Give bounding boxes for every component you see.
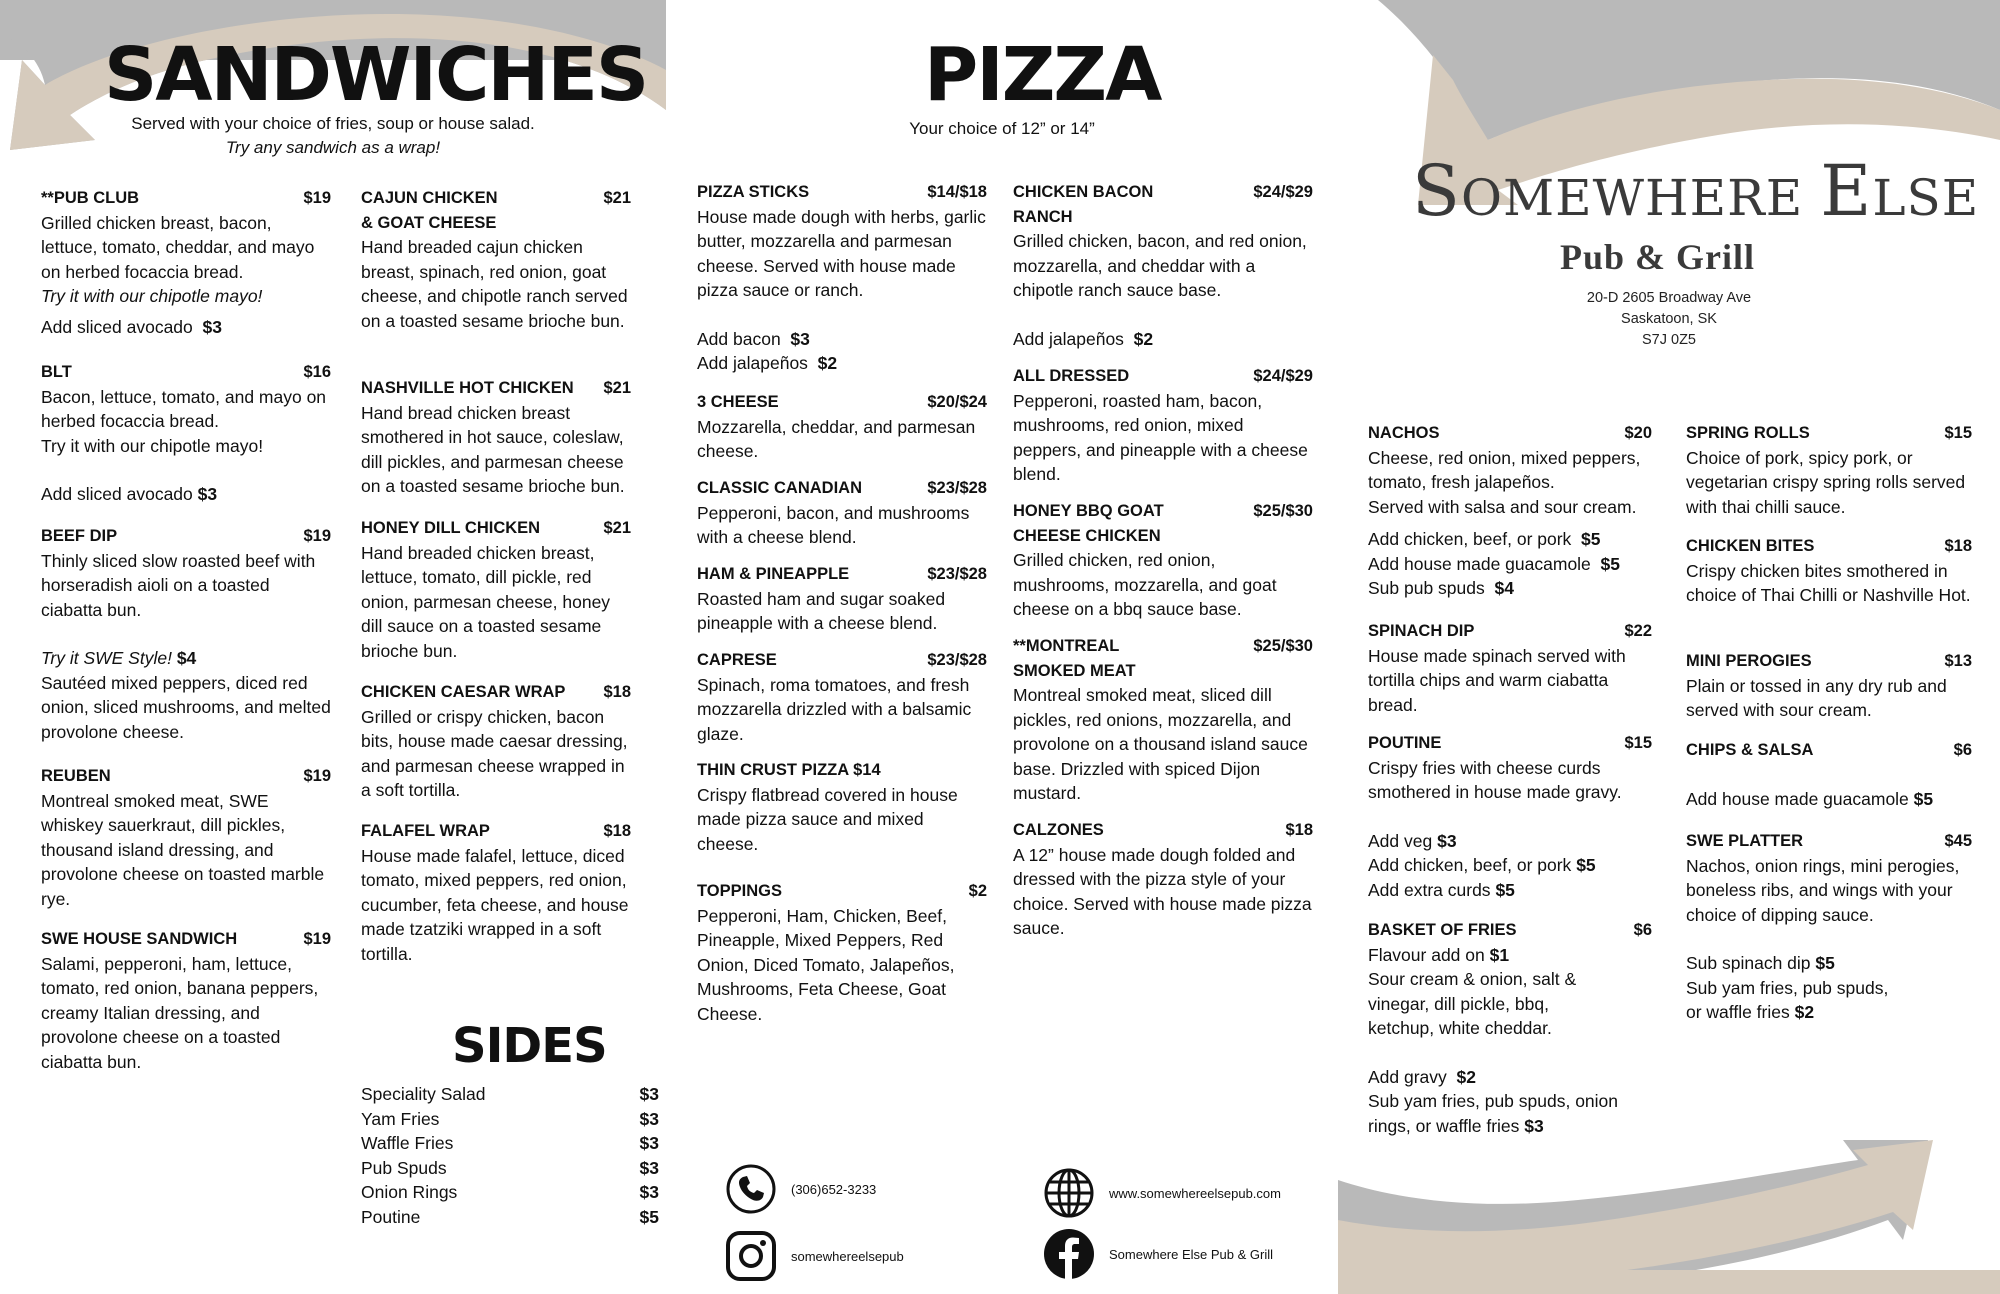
item-note: Try it with our chipotle mayo! — [41, 286, 263, 306]
menu-item — [1368, 619, 1652, 717]
item-name: **MONTREAL SMOKED MEAT — [1013, 637, 1136, 680]
item-addon: Add jalapeños $2 — [697, 353, 838, 373]
facebook-icon — [1043, 1228, 1095, 1280]
item-description: Montreal smoked meat, sliced dill pickles, red onions, mozzarella, and provolone on a thousand island sauce base. Drizzled with spiced Dijon mustard. — [1013, 685, 1308, 803]
item-description: A 12” house made dough folded and dressed with the pizza style of your choice. Served with house made pizza sauce. — [1013, 844, 1312, 938]
item-price: $19 — [303, 930, 331, 948]
item-name: CALZONES — [1013, 821, 1104, 839]
item-name: BASKET OF FRIES — [1368, 921, 1517, 939]
item-name: SWE PLATTER — [1686, 832, 1804, 850]
side-item: Onion Rings $3 — [361, 1182, 659, 1202]
instagram-handle: somewhereelsepub — [791, 1248, 904, 1264]
item-price: $25/$30 — [1253, 502, 1313, 520]
menu-item — [1368, 731, 1652, 902]
item-addon: Add chicken, beef, or pork $5 — [1368, 855, 1596, 875]
item-name: HAM & PINEAPPLE — [697, 565, 850, 583]
item-price: $18 — [603, 683, 631, 701]
sides-title: SIDES — [452, 1018, 607, 1074]
item-price: $21 — [603, 189, 631, 207]
menu-item — [1013, 364, 1313, 487]
menu-item — [41, 360, 331, 507]
item-name: THIN CRUST PIZZA $14 — [697, 761, 881, 779]
item-name: CHICKEN BACON RANCH — [1013, 183, 1154, 226]
item-price: $20/$24 — [927, 393, 987, 411]
item-name: HONEY DILL CHICKEN — [361, 519, 541, 537]
item-addon: Sub yam fries, pub spuds, onion rings, or waffle fries $3 — [1368, 1091, 1619, 1136]
item-description: Thinly sliced slow roasted beef with horseradish aioli on a toasted ciabatta bun. — [41, 550, 316, 620]
item-name: **PUB CLUB — [41, 189, 140, 207]
item-price: $6 — [1953, 741, 1972, 759]
item-name: CHICKEN CAESAR WRAP — [361, 683, 566, 701]
item-name: CHICKEN BITES — [1686, 537, 1815, 555]
menu-item — [697, 879, 987, 1026]
item-description-2: Served with salsa and sour cream. — [1368, 496, 1637, 517]
item-name: CLASSIC CANADIAN — [697, 479, 862, 497]
menu-item — [697, 476, 987, 550]
side-item: Poutine $5 — [361, 1206, 659, 1227]
item-price: $22 — [1624, 622, 1652, 640]
item-description: Nachos, onion rings, mini perogies, boneless ribs, and wings with your choice of dipping sauce. — [1686, 855, 1960, 925]
appetizers-panel — [1338, 0, 2000, 1294]
item-price: $15 — [1944, 424, 1972, 442]
side-item: Speciality Salad $3 — [361, 1084, 659, 1104]
item-description: Grilled chicken breast, bacon, lettuce, tomato, cheddar, and mayo on herbed focaccia bread. — [41, 212, 315, 282]
item-name: POUTINE — [1368, 734, 1442, 752]
menu-item — [41, 186, 331, 339]
item-description: Mozzarella, cheddar, and parmesan cheese. — [697, 416, 976, 461]
item-price: $14/$18 — [927, 183, 987, 201]
item-flavour: Flavour add on $1 — [1368, 944, 1510, 965]
menu-item — [1686, 649, 1972, 723]
globe-icon — [1043, 1167, 1095, 1219]
sandwiches-title: SANDWICHES — [104, 32, 648, 118]
sandwiches-panel — [0, 0, 666, 1294]
item-addon: Add house made guacamole $5 — [1686, 788, 1934, 809]
item-price: $23/$28 — [927, 565, 987, 583]
item-description: Cheese, red onion, mixed peppers, tomato, fresh jalapeños. — [1368, 447, 1641, 492]
item-price: $20 — [1624, 424, 1652, 442]
item-description: Bacon, lettuce, tomato, and mayo on herbed focaccia bread. — [41, 386, 327, 431]
item-price: $23/$28 — [927, 651, 987, 669]
item-description: Grilled chicken, bacon, and red onion, mozzarella, and cheddar with a chipotle ranch sauce base. — [1013, 231, 1307, 300]
item-note: Try it SWE Style! $4 — [41, 648, 197, 668]
item-price: $19 — [303, 527, 331, 545]
item-description: Roasted ham and sugar soaked pineapple with a cheese blend. — [697, 588, 946, 633]
menu-item — [697, 180, 987, 376]
item-price: $18 — [1285, 821, 1313, 839]
item-name: CHIPS & SALSA — [1686, 741, 1814, 759]
brand-logo: SOMEWHERE ELSE — [1412, 150, 1980, 232]
item-note-description: Sautéed mixed peppers, diced red onion, sliced mushrooms, and melted provolone cheese. — [41, 672, 331, 742]
item-price: $23/$28 — [927, 479, 987, 497]
item-description: Crispy fries with cheese curds smothered in house made gravy. — [1368, 757, 1622, 802]
item-name: BEEF DIP — [41, 527, 118, 545]
item-price: $25/$30 — [1253, 637, 1313, 655]
item-description: Sour cream & onion, salt & vinegar, dill pickle, bbq, ketchup, white cheddar. — [1368, 969, 1577, 1038]
instagram-icon — [725, 1230, 777, 1282]
item-addon: Add house made guacamole $5 — [1368, 553, 1620, 574]
menu-item — [1013, 499, 1313, 622]
menu-item — [1368, 421, 1652, 601]
item-description: Pepperoni, Ham, Chicken, Beef, Pineapple, Mixed Peppers, Red Onion, Diced Tomato, Jalapeños, Mushrooms, Feta Cheese, Goat Cheese. — [697, 905, 955, 1024]
menu-item — [697, 562, 987, 636]
side-item: Waffle Fries $3 — [361, 1133, 659, 1153]
item-name: BLT — [41, 363, 72, 381]
item-price: $24/$29 — [1253, 183, 1313, 201]
side-item: Yam Fries $3 — [361, 1108, 659, 1129]
item-description: Pepperoni, roasted ham, bacon, mushrooms, red onion, mixed peppers, and pineapple with a cheese blend. — [1013, 390, 1308, 484]
item-addon: Add gravy $2 — [1368, 1066, 1476, 1087]
website-contact[interactable] — [1043, 1167, 1281, 1219]
item-description: Grilled or crispy chicken, bacon bits, house made caesar dressing, and parmesan cheese wrapped in a soft tortilla. — [361, 706, 628, 800]
item-price: $15 — [1624, 734, 1652, 752]
menu-item — [1013, 634, 1313, 806]
item-addon: Add sliced avocado $3 — [41, 484, 218, 504]
address: 20-D 2605 Broadway Ave Saskatoon, SK S7J 0Z5 — [1586, 290, 1752, 348]
item-name: CAJUN CHICKEN & GOAT CHEESE — [361, 189, 498, 232]
item-description: Montreal smoked meat, SWE whiskey sauerkraut, dill pickles, thousand island dressing, and provolone cheese on toasted marble rye. — [41, 790, 325, 909]
menu-item — [1013, 180, 1313, 351]
instagram-contact[interactable] — [725, 1230, 904, 1282]
menu-item — [361, 516, 631, 663]
pizza-title: PIZZA — [924, 32, 1161, 118]
item-name: SPINACH DIP — [1368, 622, 1475, 640]
item-name: ALL DRESSED — [1013, 367, 1130, 385]
menu-item — [1686, 534, 1972, 608]
item-addon: Sub yam fries, pub spuds, or waffle fries $2 — [1686, 977, 1889, 1022]
menu-item — [1686, 738, 1972, 811]
menu-item — [1686, 421, 1972, 519]
item-addon: Add jalapeños $2 — [1013, 328, 1154, 349]
item-name: NASHVILLE HOT CHICKEN — [361, 379, 574, 397]
item-price: $18 — [1944, 537, 1972, 555]
item-name: SWE HOUSE SANDWICH — [41, 930, 238, 948]
sandwiches-subtitle: Served with your choice of fries, soup or house salad. — [131, 114, 535, 133]
item-description: House made dough with herbs, garlic butter, mozzarella and parmesan cheese. Served with house made pizza sauce or ranch. — [697, 206, 986, 300]
menu-item — [41, 927, 331, 1074]
item-addon: Add bacon $3 — [697, 328, 810, 349]
item-price: $18 — [603, 822, 631, 840]
item-description: Plain or tossed in any dry rub and served with sour cream. — [1686, 675, 1947, 720]
item-description: Hand breaded cajun chicken breast, spinach, red onion, goat cheese, and chipotle ranch served on a toasted sesame brioche bun. — [361, 237, 628, 331]
menu-item — [361, 186, 631, 333]
item-addon: Add extra curds $5 — [1368, 879, 1515, 900]
item-name: TOPPINGS — [697, 882, 782, 900]
menu-item — [1368, 918, 1652, 1138]
phone-icon — [725, 1163, 777, 1215]
item-description: Hand breaded chicken breast, lettuce, tomato, dill pickle, red onion, parmesan cheese, honey dill sauce on a toasted sesame brioche bun. — [361, 542, 611, 661]
menu-item — [41, 764, 331, 911]
item-price: $19 — [303, 189, 331, 207]
menu-item — [361, 376, 631, 499]
item-price: $24/$29 — [1253, 367, 1313, 385]
item-name: HONEY BBQ GOAT CHEESE CHICKEN — [1013, 502, 1164, 545]
item-name: SPRING ROLLS — [1686, 424, 1810, 442]
item-name: 3 CHEESE — [697, 393, 779, 411]
menu-item — [361, 680, 631, 803]
item-price: $45 — [1944, 832, 1972, 850]
facebook-page: Somewhere Else Pub & Grill — [1109, 1246, 1274, 1262]
item-addon: Sub spinach dip $5 — [1686, 953, 1835, 973]
item-price: $2 — [968, 882, 987, 900]
item-description: Choice of pork, spicy pork, or vegetarian crispy spring rolls served with thai chilli sauce. — [1686, 447, 1966, 517]
item-price: $21 — [603, 519, 631, 537]
brand-subtitle: Pub & Grill — [1560, 237, 1756, 277]
item-price: $13 — [1944, 652, 1972, 670]
item-description: Salami, pepperoni, ham, lettuce, tomato, red onion, banana peppers, creamy Italian dressing, and provolone cheese on a toasted ciabatta bun. — [41, 953, 319, 1072]
menu-item — [697, 390, 987, 464]
item-name: PIZZA STICKS — [697, 183, 810, 201]
item-description: House made spinach served with tortilla chips and warm ciabatta bread. — [1368, 645, 1626, 715]
sandwiches-wrap-note: Try any sandwich as a wrap! — [225, 138, 441, 157]
phone-contact[interactable] — [725, 1163, 876, 1215]
website-url: www.somewhereelsepub.com — [1109, 1185, 1281, 1201]
facebook-contact[interactable] — [1043, 1228, 1273, 1280]
item-price: $21 — [603, 379, 631, 397]
item-name: REUBEN — [41, 767, 111, 785]
item-description: Hand bread chicken breast smothered in hot sauce, coleslaw, dill pickles, and parmesan cheese on a toasted sesame brioche bun. — [361, 402, 625, 496]
menu-item — [1013, 818, 1313, 941]
item-name: FALAFEL WRAP — [361, 822, 490, 840]
side-item: Pub Spuds $3 — [361, 1157, 659, 1178]
phone-number: (306)652-3233 — [791, 1181, 877, 1197]
item-description: Crispy flatbread covered in house made pizza sauce and mixed cheese. — [697, 784, 958, 854]
item-name: NACHOS — [1368, 424, 1440, 442]
menu-item — [41, 524, 331, 744]
item-price: $16 — [303, 363, 331, 381]
item-name: MINI PEROGIES — [1686, 652, 1812, 670]
item-name: CAPRESE — [697, 651, 777, 669]
item-description: Grilled chicken, red onion, mushrooms, mozzarella, and goat cheese on a bbq sauce base. — [1013, 550, 1277, 619]
item-description: House made falafel, lettuce, diced tomato, mixed peppers, red onion, cucumber, feta cheese, and house made tzatziki wrapped in a soft tortilla. — [361, 845, 629, 964]
menu-item — [697, 758, 987, 856]
menu-item — [1686, 829, 1972, 1025]
menu-item — [697, 648, 987, 746]
item-description: Spinach, roma tomatoes, and fresh mozzarella drizzled with a balsamic glaze. — [697, 674, 972, 744]
item-addon: Add veg $3 — [1368, 830, 1457, 851]
menu-item — [361, 819, 631, 966]
item-description: Crispy chicken bites smothered in choice of Thai Chilli or Nashville Hot. — [1686, 560, 1971, 605]
item-price: $19 — [303, 767, 331, 785]
item-addon: Add chicken, beef, or pork $5 — [1368, 529, 1601, 549]
item-description: Pepperoni, bacon, and mushrooms with a cheese blend. — [697, 502, 970, 547]
pizza-panel — [666, 0, 1338, 1294]
item-addon: Add sliced avocado $3 — [41, 316, 222, 337]
item-addon: Sub pub spuds $4 — [1368, 578, 1514, 598]
item-price: $6 — [1633, 921, 1652, 939]
item-note: Try it with our chipotle mayo! — [41, 435, 264, 456]
sides-list — [361, 1082, 659, 1229]
pizza-subtitle: Your choice of 12” or 14” — [909, 119, 1095, 138]
